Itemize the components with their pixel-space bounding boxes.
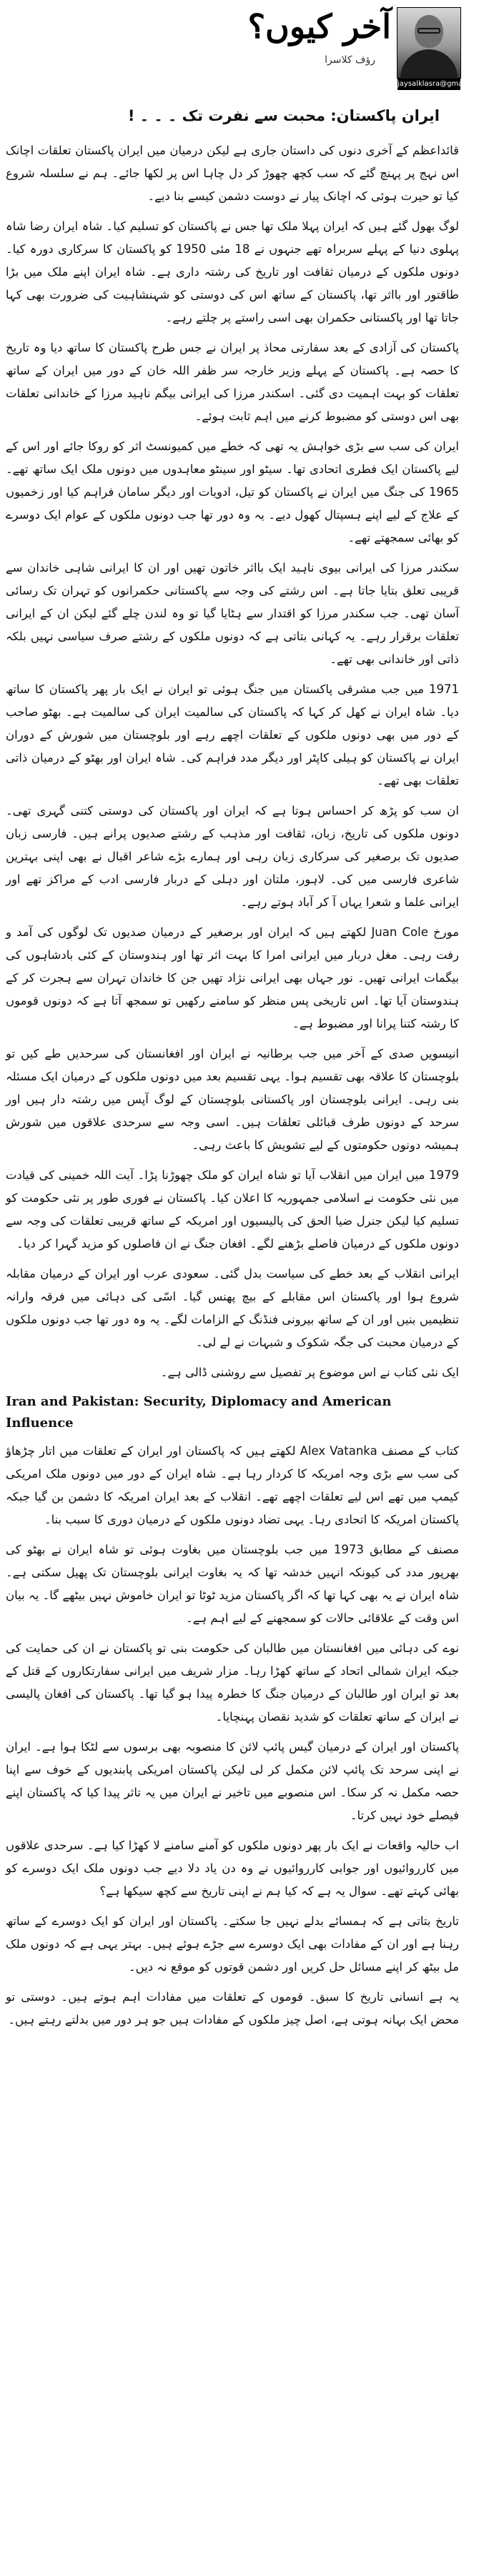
article-headline: ایران پاکستان: محبت سے نفرت تک ۔ ۔ ۔ ! bbox=[127, 107, 440, 124]
article-paragraph: ایران کی سب سے بڑی خواہش یہ تھی کہ خطے میں کمیونسٹ اثر کو روکا جائے اور اس کے لیے پاکستان ایک فطری اتحادی تھا۔ سیٹو اور سینٹو معاہدوں میں دونوں ملک ایک ساتھ تھے۔ 1965 کی جنگ میں ایران نے پاکستان کو تیل، ادویات اور دیگر سامان فراہم کیا اور زخمیوں کے علاج کے لیے اپنے ہسپتال کھول دیے۔ یہ وہ دور تھا جب دونوں ملکوں کے عوام ایک دوسرے کو بھائی سمجھتے تھے۔ bbox=[6, 439, 459, 544]
article-paragraph: ایک نئی کتاب نے اس موضوع پر تفصیل سے روشنی ڈالی ہے۔ bbox=[160, 1366, 459, 1379]
article-paragraph: پاکستان اور ایران کے درمیان گیس پائپ لائن کا منصوبہ بھی برسوں سے لٹکا ہوا ہے۔ ایران نے اپنی سرحد تک پائپ لائن مکمل کر لی لیکن پاکستان امریکی پابندیوں کے خوف سے اپنا حصہ مکمل نہ کر سکا۔ اس منصوبے میں تاخیر نے ایران میں یہ تاثر پیدا کیا کہ پاکستان اپنے فیصلے خود نہیں کرتا۔ bbox=[6, 1740, 459, 1822]
author-photo bbox=[397, 7, 461, 79]
article-paragraph: قائداعظم کے آخری دنوں کی داستان جاری ہے لیکن درمیان میں ایران پاکستان تعلقات اچانک اس نہج پر پہنچ گئے کہ سب کچھ چھوڑ کر دل چاہا اس پر لکھا جائے۔ ہم نے سلسلہ شروع کیا تو حیرت ہوئی کہ اچانک پیار نے دوست دشمن کیسے بنا دیے۔ bbox=[6, 144, 459, 203]
article-paragraph: مصنف کے مطابق 1973 میں جب بلوچستان میں بغاوت ہوئی تو شاہ ایران نے بھٹو کی بھرپور مدد کی کیونکہ انہیں خدشہ تھا کہ یہ بغاوت ایرانی بلوچستان تک پھیل سکتی ہے۔ شاہ ایران نے یہ بھی کہا تھا کہ اگر پاکستان مزید ٹوٹا تو ایران خاموش نہیں بیٹھے گا۔ یہ بیان اس وقت کے علاقائی حالات کو سمجھنے کے لیے اہم ہے۔ bbox=[6, 1543, 459, 1625]
glasses-icon bbox=[418, 28, 440, 34]
article-paragraph: پاکستان کی آزادی کے بعد سفارتی محاذ پر ایران نے جس طرح پاکستان کا ساتھ دیا وہ تاریخ کا حصہ ہے۔ پاکستان کے پہلے وزیر خارجہ سر ظفر اللہ خان کے دور میں ایران کے ساتھ تعلقات کو بہت اہمیت دی گئی۔ اسکندر مرزا کی ایرانی بیگم ناہید مرزا کے خاندانی تعلقات بھی اس دوستی کو مضبوط کرنے میں اہم ثابت ہوئے۔ bbox=[6, 341, 459, 423]
author-email: jaysalklasra@gmail.com bbox=[397, 79, 460, 90]
article-paragraph: مورخ Juan Cole لکھتے ہیں کہ ایران اور برصغیر کے درمیان صدیوں تک لوگوں کی آمد و رفت رہی۔ مغل دربار میں ایرانی امرا کا بہت اثر تھا اور ہندوستان کے کئی بادشاہوں کی بیگمات ایرانی تھیں۔ نور جہاں بھی ایرانی نژاد تھیں جن کا خاندان تہران سے ہجرت کر کے ہندوستان آیا تھا۔ اس تاریخی پس منظر کو سامنے رکھیں تو سمجھ آتا ہے کہ دونوں قوموں کا رشتہ کتنا پرانا اور مضبوط ہے۔ bbox=[6, 925, 460, 1030]
book-title: Iran and Pakistan: Security, Diplomacy and American Influence bbox=[6, 1394, 392, 1431]
article-paragraph: لوگ بھول گئے ہیں کہ ایران پہلا ملک تھا جس نے پاکستان کو تسلیم کیا۔ شاہ ایران رضا شاہ پہلوی دنیا کے پہلے سربراہ تھے جنہوں نے 18 مئی 1950 کو پاکستان کا سرکاری دورہ کیا۔ دونوں ملکوں کے درمیان ثقافت اور تاریخ کی رشتہ داری ہے۔ شاہ ایران اپنے ملک میں بڑا طاقتور اور بااثر تھا، پاکستان کے ساتھ اس کی دوستی کو شہنشاہیت کی ضرورت بھی کہا جاتا تھا اور پاکستانی حکمران بھی اسی راستے پر چلتے رہے۔ bbox=[6, 219, 459, 324]
article-paragraph: سکندر مرزا کی ایرانی بیوی ناہید ایک بااثر خاتون تھیں اور ان کا ایرانی شاہی خاندان سے قریبی تعلق بتایا جاتا ہے۔ اس رشتے کی وجہ سے پاکستانی حکمرانوں کو تہران تک رسائی آسان تھی۔ جب سکندر مرزا کو اقتدار سے ہٹایا گیا تو وہ لندن چلے گئے لیکن ان کے ایرانی تعلقات برقرار رہے۔ یہ کہانی بتاتی ہے کہ دونوں ملکوں کے رشتے صرف سیاسی نہیں بلکہ ذاتی اور خاندانی بھی تھے۔ bbox=[6, 561, 459, 666]
column-header bbox=[4, 7, 484, 132]
article-paragraph: اب حالیہ واقعات نے ایک بار پھر دونوں ملکوں کو آمنے سامنے لا کھڑا کیا ہے۔ سرحدی علاقوں میں کارروائیوں اور جوابی کارروائیوں نے وہ دن یاد دلا دیے جب دونوں ملک ایک دوسرے کو بھائی کہتے تھے۔ سوال یہ ہے کہ کیا ہم نے اپنی تاریخ سے کچھ سیکھا ہے؟ bbox=[6, 1839, 459, 1898]
column-title: آخر کیوں؟ bbox=[247, 7, 391, 46]
article-paragraph: ان سب کو پڑھ کر احساس ہوتا ہے کہ ایران اور پاکستان کی دوستی کتنی گہری تھی۔ دونوں ملکوں کی تاریخ، زبان، ثقافت اور مذہب کے رشتے صدیوں پرانے ہیں۔ فارسی زبان صدیوں تک برصغیر کی سرکاری زبان رہی اور ہمارے بڑے شاعر اقبال نے بھی اپنی بہترین شاعری فارسی میں کی۔ لاہور، ملتان اور دہلی کے دربار فارسی ادب کے مراکز تھے اور ایرانی علما و شعرا یہاں آ کر آباد ہوتے رہے۔ bbox=[6, 804, 459, 909]
article-paragraph: انیسویں صدی کے آخر میں جب برطانیہ نے ایران اور افغانستان کی سرحدیں طے کیں تو بلوچستان کا علاقہ بھی تقسیم ہوا۔ یہی تقسیم بعد میں دونوں ملکوں کے درمیان ایک مسئلہ بنی رہی۔ ایرانی بلوچستان اور پاکستانی بلوچستان کے لوگ آپس میں رشتہ دار ہیں اور سرحد کے دونوں طرف قبائلی تعلقات ہیں۔ اسی وجہ سے سرحدی علاقوں میں شورش ہمیشہ دونوں حکومتوں کے لیے تشویش کا باعث رہی۔ bbox=[6, 1047, 459, 1152]
article-paragraph: تاریخ بتاتی ہے کہ ہمسائے بدلے نہیں جا سکتے۔ پاکستان اور ایران کو ایک دوسرے کے ساتھ رہنا ہے اور ان کے مفادات بھی ایک دوسرے سے جڑے ہوئے ہیں۔ بہتر یہی ہے کہ دونوں ملک مل بیٹھ کر اپنے مسائل حل کریں اور دشمن قوتوں کو موقع نہ دیں۔ bbox=[6, 1914, 459, 1974]
article-paragraph: ایرانی انقلاب کے بعد خطے کی سیاست بدل گئی۔ سعودی عرب اور ایران کے درمیان مقابلہ شروع ہوا اور پاکستان اس مقابلے کے بیچ پھنس گیا۔ اسّی کی دہائی میں فرقہ وارانہ تنظیمیں بنیں اور ان کے ساتھ بیرونی فنڈنگ کے الزامات لگے۔ یہ وہ دور تھا جب دونوں ملکوں کے درمیان محبت کی جگہ شکوک و شبہات نے لے لی۔ bbox=[6, 1267, 459, 1349]
author-name: رؤف کلاسرا bbox=[325, 54, 375, 66]
article-paragraph: نوے کی دہائی میں افغانستان میں طالبان کی حکومت بنی تو پاکستان نے ان کی حمایت کی جبکہ ایران شمالی اتحاد کے ساتھ کھڑا رہا۔ مزار شریف میں ایرانی سفارتکاروں کے قتل کے بعد تو ایران اور طالبان کے درمیان جنگ کا خطرہ پیدا ہو گیا تھا۔ پاکستان کی افغان پالیسی نے ایران کے ساتھ تعلقات کو شدید نقصان پہنچایا۔ bbox=[6, 1641, 459, 1724]
article-paragraph: کتاب کے مصنف Alex Vatanka لکھتے ہیں کہ پاکستان اور ایران کے تعلقات میں اتار چڑھاؤ کی سب سے بڑی وجہ امریکہ کا کردار رہا ہے۔ شاہ ایران کے دور میں دونوں ملک امریکی کیمپ میں تھے اس لیے تعلقات اچھے تھے۔ انقلاب کے بعد ایران امریکہ کا دشمن بن گیا جبکہ پاکستان امریکہ کا اتحادی رہا۔ یہی تضاد دونوں ملکوں کے درمیان دوری کا سبب بنا۔ bbox=[6, 1444, 459, 1526]
article-paragraph: 1971 میں جب مشرقی پاکستان میں جنگ ہوئی تو ایران نے ایک بار پھر پاکستان کا ساتھ دیا۔ شاہ ایران نے کھل کر کہا کہ پاکستان کی سالمیت ایران کی سالمیت ہے۔ بھٹو صاحب کے دور میں بھی دونوں ملکوں کے تعلقات اچھے رہے اور بلوچستان میں شورش کے دوران ایران نے پاکستان کو ہیلی کاپٹر اور دیگر مدد فراہم کی۔ شاہ ایران اور بھٹو کے درمیان ذاتی تعلقات بھی تھے۔ bbox=[6, 682, 459, 787]
article-paragraph: 1979 میں ایران میں انقلاب آیا تو شاہ ایران کو ملک چھوڑنا پڑا۔ آیت اللہ خمینی کی قیادت میں نئی حکومت نے اسلامی جمہوریہ کا اعلان کیا۔ پاکستان نے فوری طور پر نئی حکومت کو تسلیم کیا لیکن جنرل ضیا الحق کی پالیسیوں اور امریکہ کے ساتھ قریبی تعلقات کی وجہ سے دونوں ملکوں کے درمیان فاصلے بڑھنے لگے۔ افغان جنگ نے ان فاصلوں کو مزید گہرا کر دیا۔ bbox=[6, 1168, 459, 1250]
article-paragraph: یہ ہے انسانی تاریخ کا سبق۔ قوموں کے تعلقات میں مفادات اہم ہوتے ہیں۔ دوستی تو محض ایک بہانہ ہوتی ہے، اصل چیز ملکوں کے مفادات ہیں جو ہر دور میں بدلتے رہتے ہیں۔ bbox=[6, 1990, 459, 2027]
article-body bbox=[6, 139, 459, 2570]
